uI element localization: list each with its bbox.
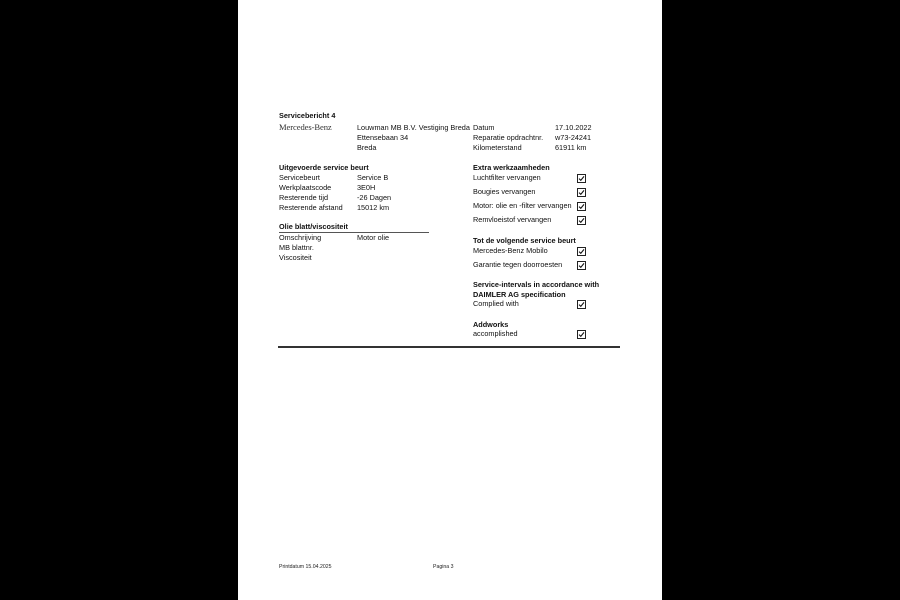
- service-row-label: Resterende tijd: [279, 193, 329, 202]
- extra-item-label: Luchtfilter vervangen: [473, 173, 541, 182]
- intervals-heading-line2: DAIMLER AG specification: [473, 290, 566, 299]
- checkbox-checked-icon: [577, 247, 586, 256]
- addworks-item-label: accomplished: [473, 329, 518, 338]
- next-item-label: Garantie tegen doorroesten: [473, 260, 563, 269]
- service-row-value: Service B: [357, 173, 389, 182]
- oil-row-value: Motor olie: [357, 233, 390, 242]
- service-row-label: Werkplaatscode: [279, 183, 332, 192]
- checkbox-checked-icon: [577, 261, 586, 270]
- checkbox-checked-icon: [577, 300, 586, 309]
- meta-date-value: 17.10.2022: [555, 123, 592, 132]
- meta-date-label: Datum: [473, 123, 495, 132]
- checkbox-checked-icon: [577, 330, 586, 339]
- extra-item-label: Motor: olie en -filter vervangen: [473, 201, 572, 210]
- report-title: Servicebericht 4: [279, 111, 336, 120]
- meta-order-label: Reparatie opdrachtnr.: [473, 133, 544, 142]
- service-row-label: Servicebeurt: [279, 173, 320, 182]
- dealer-street: Ettensebaan 34: [357, 133, 409, 142]
- extra-item-label: Remvloeistof vervangen: [473, 215, 552, 224]
- service-row-value: -26 Dagen: [357, 193, 392, 202]
- oil-heading: Olie blatt/viscositeit: [279, 222, 429, 233]
- meta-km-value: 61911 km: [555, 143, 587, 152]
- checkbox-checked-icon: [577, 202, 586, 211]
- dealer-city: Breda: [357, 143, 377, 152]
- extra-heading: Extra werkzaamheden: [473, 163, 550, 172]
- checkbox-checked-icon: [577, 188, 586, 197]
- document-page: [238, 0, 662, 600]
- next-item-label: Mercedes-Benz Mobilo: [473, 246, 548, 255]
- service-row-label: Resterende afstand: [279, 203, 343, 212]
- next-heading: Tot de volgende service beurt: [473, 236, 576, 245]
- footer-printdate: Printdatum 15.04.2025: [279, 564, 332, 570]
- oil-row-label: Viscositeit: [279, 253, 312, 262]
- footer-page-number: Pagina 3: [433, 564, 454, 570]
- oil-row-label: MB blattnr.: [279, 243, 314, 252]
- meta-km-label: Kilometerstand: [473, 143, 522, 152]
- intervals-heading-line1: Service-intervals in accordance with: [473, 280, 600, 289]
- service-row-value: 3E0H: [357, 183, 376, 192]
- extra-item-label: Bougies vervangen: [473, 187, 536, 196]
- section-divider: [278, 346, 620, 348]
- oil-row-label: Omschrijving: [279, 233, 322, 242]
- intervals-item-label: Complied with: [473, 299, 519, 308]
- addworks-heading: Addworks: [473, 320, 509, 329]
- checkbox-checked-icon: [577, 216, 586, 225]
- meta-order-value: w73-24241: [555, 133, 592, 142]
- service-row-value: 15012 km: [357, 203, 390, 212]
- brand-logo-text: Mercedes-Benz: [279, 122, 332, 132]
- service-heading: Uitgevoerde service beurt: [279, 163, 369, 172]
- checkbox-checked-icon: [577, 174, 586, 183]
- dealer-name: Louwman MB B.V. Vestiging Breda: [357, 123, 470, 132]
